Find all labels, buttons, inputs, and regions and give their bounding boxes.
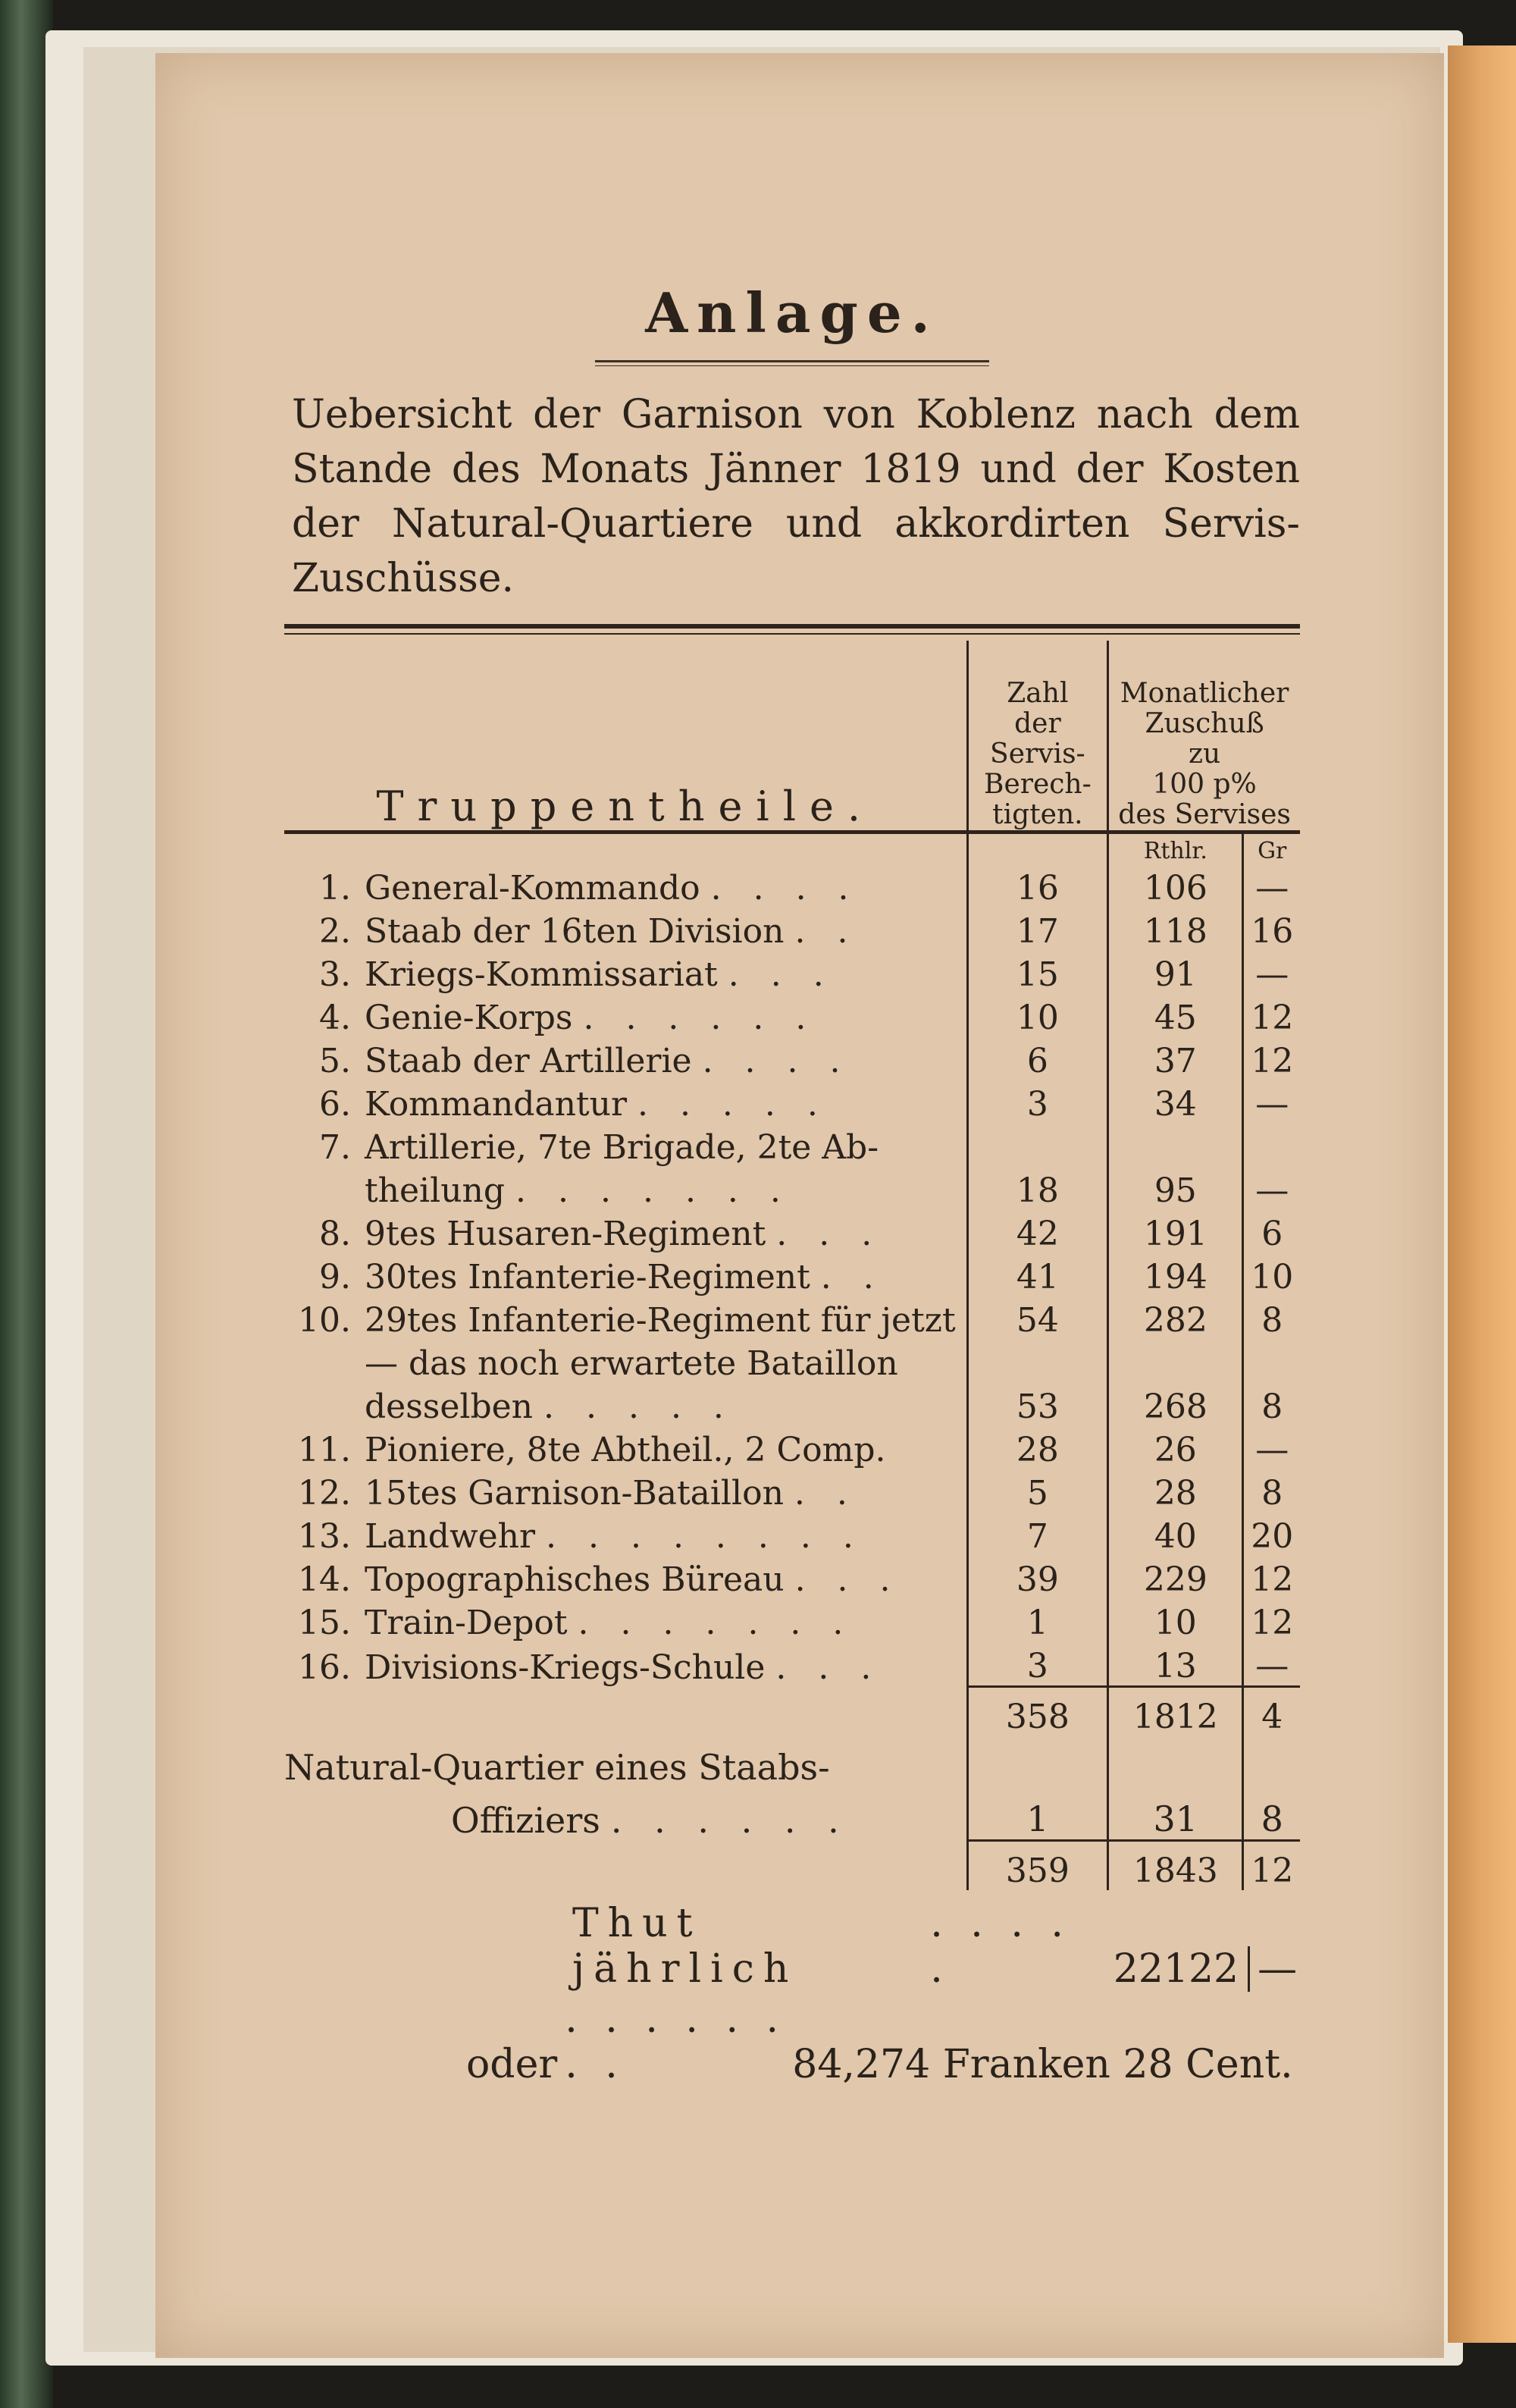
row-count: 16	[967, 864, 1108, 908]
row-dots: . . .	[776, 1215, 883, 1253]
row-number: 15.	[298, 1604, 351, 1642]
row-thaler	[1108, 1124, 1243, 1167]
row-groschen	[1243, 1340, 1300, 1383]
row-groschen: —	[1243, 1080, 1300, 1124]
row-label: Divisions-Kriegs-Schule	[365, 1648, 766, 1687]
total-groschen: 12	[1243, 1841, 1300, 1891]
row-count: 54	[967, 1296, 1108, 1340]
row-number: 14.	[298, 1560, 351, 1599]
row-groschen	[1243, 1124, 1300, 1167]
row-dots: . .	[794, 1474, 858, 1513]
table-row	[284, 1383, 1300, 1426]
row-dots: . . .	[728, 955, 835, 994]
row-number: 4.	[319, 999, 351, 1037]
table-row	[284, 1556, 1300, 1599]
row-count: 3	[967, 1642, 1108, 1687]
row-thaler: 10	[1108, 1599, 1243, 1642]
extra-row-2: Offiziers . . . . . . 1 31 8	[284, 1788, 1300, 1841]
row-count: 5	[967, 1469, 1108, 1513]
row-thaler: 229	[1108, 1556, 1243, 1599]
table-row	[284, 1124, 1300, 1167]
row-number: 2.	[319, 912, 351, 951]
row-label: Kriegs-Kommissariat	[365, 955, 718, 994]
table-row	[284, 1037, 1300, 1080]
row-thaler: 40	[1108, 1513, 1243, 1556]
subtotal-count: 358	[967, 1687, 1108, 1737]
table-header-row	[284, 641, 1300, 830]
row-label: — das noch erwartete Bataillon	[365, 1344, 898, 1383]
francs-value: 84,274 Franken 28 Cent.	[792, 2042, 1293, 2087]
subtotal-groschen: 4	[1243, 1687, 1300, 1737]
table-row	[284, 1253, 1300, 1296]
table-row	[284, 864, 1300, 908]
table-top-rule	[284, 624, 1300, 635]
row-groschen: 6	[1243, 1210, 1300, 1253]
subtotal-thaler: 1812	[1108, 1687, 1243, 1737]
extra-groschen: 8	[1243, 1788, 1300, 1841]
row-label: Topographisches Büreau	[365, 1560, 785, 1599]
table-body	[284, 864, 1300, 1687]
page-subtitle: Uebersicht der Garnison von Koblenz nach dem Stande des Monats Jänner 1819 und der Kosten der Natural-Quartiere und akkordirten Servis-Zuschüsse.	[292, 392, 1300, 601]
row-thaler: 191	[1108, 1210, 1243, 1253]
row-dots: . . . . .	[543, 1387, 735, 1426]
row-thaler: 91	[1108, 951, 1243, 994]
row-thaler: 282	[1108, 1296, 1243, 1340]
table-row	[284, 994, 1300, 1037]
row-dots: . . .	[775, 1648, 882, 1687]
row-groschen: 12	[1243, 1556, 1300, 1599]
row-thaler: 268	[1108, 1383, 1243, 1426]
title-rule	[595, 360, 989, 366]
extra-label-1: Natural-Quartier eines Staabs-	[284, 1747, 830, 1788]
row-label: desselben	[365, 1387, 534, 1426]
header-count: Zahl der Servis- Berech- tigten.	[967, 641, 1108, 830]
table-row	[284, 951, 1300, 994]
row-thaler: 28	[1108, 1469, 1243, 1513]
table-row	[284, 1469, 1300, 1513]
facing-page-edge	[1448, 45, 1516, 2343]
header-unit: Truppentheile.	[376, 782, 875, 830]
row-thaler: 45	[1108, 994, 1243, 1037]
row-number: 13.	[298, 1517, 351, 1556]
francs-label: oder	[466, 2042, 558, 2087]
row-thaler: 106	[1108, 864, 1243, 908]
row-label: 15tes Garnison-Bataillon	[365, 1474, 784, 1513]
row-number: 10.	[298, 1301, 351, 1340]
row-count: 18	[967, 1167, 1108, 1210]
row-label: 30tes Infanterie-Regiment	[365, 1258, 810, 1296]
row-number: 8.	[319, 1215, 351, 1253]
row-label: Artillerie, 7te Brigade, 2te Ab-	[365, 1128, 879, 1167]
row-thaler: 37	[1108, 1037, 1243, 1080]
extra-thaler: 31	[1108, 1788, 1243, 1841]
row-count	[967, 1124, 1108, 1167]
footer	[284, 1901, 1300, 2087]
row-dots: . . . . . .	[583, 999, 817, 1037]
row-count: 3	[967, 1080, 1108, 1124]
row-label: 29tes Infanterie-Regiment für jetzt	[365, 1301, 956, 1340]
row-number: 7.	[319, 1128, 351, 1167]
row-number: 16.	[298, 1648, 351, 1687]
row-groschen: 8	[1243, 1296, 1300, 1340]
row-count: 7	[967, 1513, 1108, 1556]
row-label: 9tes Husaren-Regiment	[365, 1215, 766, 1253]
row-groschen: —	[1243, 1167, 1300, 1210]
row-number: 5.	[319, 1042, 351, 1080]
currency-groschen: Gr	[1243, 832, 1300, 865]
page-content	[284, 281, 1300, 2087]
total-row	[284, 1841, 1300, 1891]
row-number: 6.	[319, 1085, 351, 1124]
row-groschen: 8	[1243, 1469, 1300, 1513]
yearly-line: Thut jährlich . . . . . 22122 —	[284, 1901, 1300, 1992]
row-number: 11.	[298, 1431, 351, 1469]
table-row	[284, 1210, 1300, 1253]
row-count: 39	[967, 1556, 1108, 1599]
page-title: Anlage.	[645, 281, 939, 345]
row-groschen: 10	[1243, 1253, 1300, 1296]
yearly-thaler: 22122	[1113, 1946, 1239, 1992]
table-row	[284, 1296, 1300, 1340]
row-dots: . . . . . . .	[578, 1604, 854, 1642]
row-count: 41	[967, 1253, 1108, 1296]
total-thaler: 1843	[1108, 1841, 1243, 1891]
row-number: 9.	[319, 1258, 351, 1296]
yearly-label: Thut jährlich	[572, 1901, 798, 1992]
row-groschen: 8	[1243, 1383, 1300, 1426]
row-count: 17	[967, 908, 1108, 951]
row-groschen: —	[1243, 1642, 1300, 1687]
row-dots: . . . .	[702, 1042, 851, 1080]
row-count: 15	[967, 951, 1108, 994]
row-count: 6	[967, 1037, 1108, 1080]
row-dots: . . . .	[710, 869, 860, 908]
row-dots: . . .	[794, 1560, 901, 1599]
row-groschen: 20	[1243, 1513, 1300, 1556]
row-groschen: 12	[1243, 1037, 1300, 1080]
total-count: 359	[967, 1841, 1108, 1891]
row-groschen: —	[1243, 864, 1300, 908]
table-row	[284, 1642, 1300, 1687]
row-dots: . . . . .	[637, 1085, 828, 1124]
row-count: 10	[967, 994, 1108, 1037]
subtotal-row	[284, 1687, 1300, 1737]
row-number: 12.	[298, 1474, 351, 1513]
table-row	[284, 1426, 1300, 1469]
row-count: 42	[967, 1210, 1108, 1253]
row-label: Staab der 16ten Division	[365, 912, 785, 951]
row-groschen: 16	[1243, 908, 1300, 951]
row-groschen: 12	[1243, 1599, 1300, 1642]
garrison-table	[284, 641, 1300, 1890]
row-count: 53	[967, 1383, 1108, 1426]
row-groschen: —	[1243, 1426, 1300, 1469]
table-row	[284, 1513, 1300, 1556]
row-count	[967, 1340, 1108, 1383]
currency-row	[284, 832, 1300, 865]
row-dots: . .	[794, 912, 859, 951]
row-number: 1.	[319, 869, 351, 908]
row-thaler: 194	[1108, 1253, 1243, 1296]
row-dots: . . . . . . .	[515, 1171, 791, 1210]
row-dots: . .	[820, 1258, 885, 1296]
row-thaler: 118	[1108, 908, 1243, 951]
row-label: theilung	[365, 1171, 506, 1210]
row-thaler: 13	[1108, 1642, 1243, 1687]
row-thaler	[1108, 1340, 1243, 1383]
table-row	[284, 1599, 1300, 1642]
row-label: Train-Depot	[365, 1604, 568, 1642]
table-row	[284, 1080, 1300, 1124]
currency-thaler: Rthlr.	[1108, 832, 1243, 865]
row-label: General-Kommando	[365, 869, 700, 908]
row-groschen: 12	[1243, 994, 1300, 1037]
row-groschen: —	[1243, 951, 1300, 994]
extra-row-1	[284, 1736, 1300, 1788]
row-dots: . . . . . . . .	[546, 1517, 864, 1556]
row-label: Pioniere, 8te Abtheil., 2 Comp.	[365, 1431, 886, 1469]
row-label: Landwehr	[365, 1517, 536, 1556]
francs-line: oder . . . . . . . . 84,274 Franken 28 Cent.	[466, 1996, 1293, 2087]
table-row	[284, 1167, 1300, 1210]
table-row	[284, 908, 1300, 951]
header-subsidy: Monatlicher Zuschuß zu 100 p% des Servises	[1108, 641, 1300, 830]
row-count: 28	[967, 1426, 1108, 1469]
row-thaler: 95	[1108, 1167, 1243, 1210]
row-thaler: 34	[1108, 1080, 1243, 1124]
row-thaler: 26	[1108, 1426, 1243, 1469]
row-label: Genie-Korps	[365, 999, 573, 1037]
yearly-groschen: —	[1248, 1946, 1300, 1992]
row-label: Kommandantur	[365, 1085, 627, 1124]
extra-label-2: Offiziers	[451, 1799, 600, 1841]
table-row	[284, 1340, 1300, 1383]
book-page	[155, 53, 1444, 2358]
row-label: Staab der Artillerie	[365, 1042, 692, 1080]
row-count: 1	[967, 1599, 1108, 1642]
extra-count: 1	[967, 1788, 1108, 1841]
row-number: 3.	[319, 955, 351, 994]
